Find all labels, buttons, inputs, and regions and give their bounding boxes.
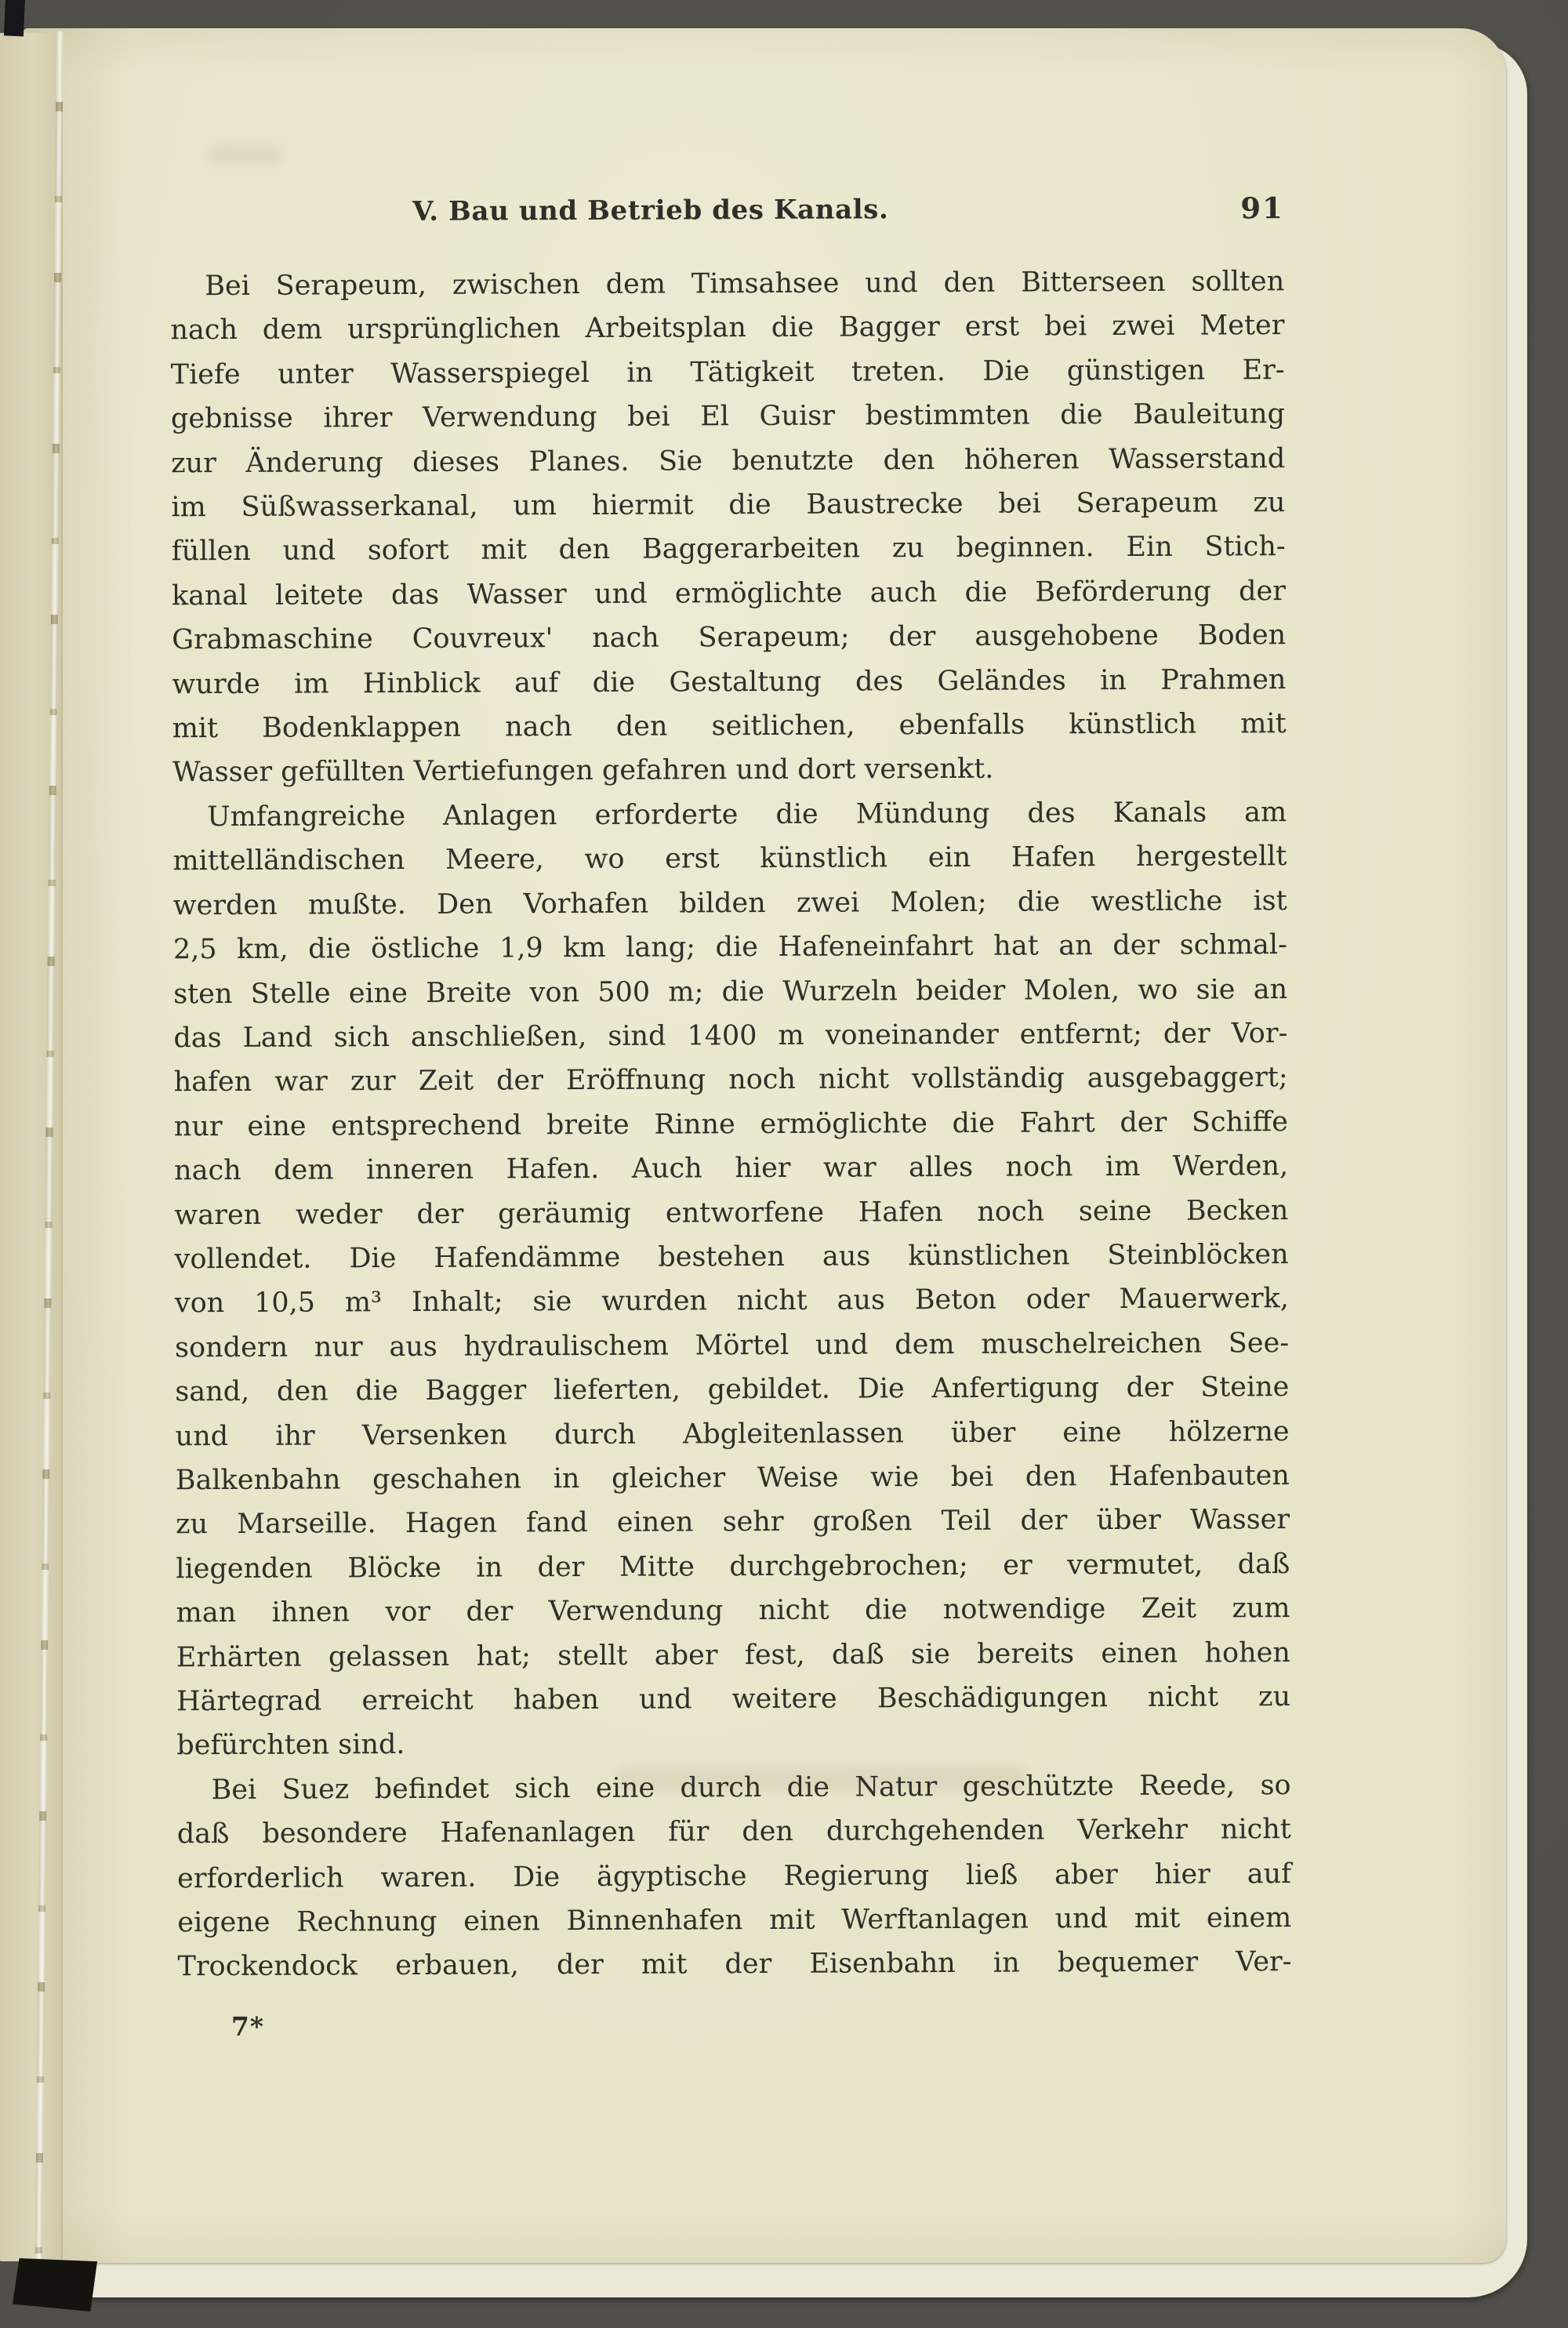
text-block [170, 260, 1292, 1989]
paragraph [170, 260, 1287, 795]
gutter-bottom-shadow [13, 2258, 97, 2312]
text-line: Umfangreiche Anlagen erforderte die Mündung des Kanals am [207, 796, 1287, 833]
text-line: von 10,5 m³ Inhalt; sie wurden nicht aus Beton oder Mauerwerk, [174, 1283, 1289, 1320]
paragraph [176, 1763, 1291, 1989]
text-line: zur Änderung dieses Planes. Sie benutzte den höheren Wasserstand [171, 442, 1286, 479]
text-line: waren weder der geräumig entworfene Hafen noch seine Becken [174, 1194, 1289, 1231]
text-line: das Land sich anschließen, sind 1400 m voneinander entfernt; der Vor- [173, 1017, 1288, 1055]
bookmark-ribbon [4, 0, 25, 37]
text-line: Härtegrad erreicht haben und weitere Beschädigungen nicht zu [176, 1681, 1291, 1718]
text-line: füllen und sofort mit den Baggerarbeiten zu beginnen. Ein Stich- [171, 531, 1286, 568]
text-line: befürchten sind. [176, 1729, 405, 1762]
text-line: Trockendock erbauen, der mit der Eisenbahn in bequemer Ver- [177, 1946, 1292, 1983]
text-line: Balkenbahn geschahen in gleicher Weise wie bei den Hafenbauten [175, 1460, 1290, 1497]
text-line: wurde im Hinblick auf die Gestaltung des Geländes in Prahmen [172, 663, 1287, 700]
text-line: werden mußte. Den Vorhafen bilden zwei Molen; die westliche ist [172, 884, 1287, 921]
text-line: und ihr Versenken durch Abgleitenlassen über eine hölzerne [175, 1415, 1290, 1452]
text-line: Wasser gefüllten Vertiefungen gefahren und dort versenkt. [172, 754, 994, 789]
text-line: hafen war zur Zeit der Eröffnung noch nicht vollständig ausgebaggert; [173, 1062, 1288, 1099]
text-line: Tiefe unter Wasserspiegel in Tätigkeit treten. Die günstigen Er- [170, 354, 1285, 391]
book-page [22, 28, 1506, 2263]
text-line: Bei Serapeum, zwischen dem Timsahsee und den Bitterseen sollten [205, 266, 1285, 303]
text-line: mit Bodenklappen nach den seitlichen, ebenfalls künstlich mit [172, 708, 1287, 745]
text-line: eigene Rechnung einen Binnenhafen mit Werftanlagen und mit einem [177, 1902, 1292, 1939]
text-line: liegenden Blöcke in der Mitte durchgebrochen; er vermutet, daß [176, 1548, 1290, 1585]
running-head-row [170, 192, 1284, 244]
text-line: vollendet. Die Hafendämme bestehen aus künstlichen Steinblöcken [174, 1239, 1289, 1276]
text-line: man ihnen vor der Verwendung nicht die notwendige Zeit zum [176, 1593, 1290, 1629]
text-line: Grabmaschine Couvreux' nach Serapeum; der ausgehobene Boden [172, 619, 1287, 656]
text-line: kanal leitete das Wasser und ermöglichte auch die Beförderung der [171, 575, 1287, 612]
text-line: 2,5 km, die östliche 1,9 km lang; die Hafeneinfahrt hat an der schmal- [172, 929, 1287, 966]
running-header-title: V. Bau und Betrieb des Kanals. [412, 194, 889, 227]
text-line: sten Stelle eine Breite von 500 m; die Wurzeln beider Molen, wo sie an [173, 973, 1288, 1010]
paragraph [172, 790, 1290, 1768]
text-line: im Süßwasserkanal, um hiermit die Baustrecke bei Serapeum zu [171, 487, 1286, 524]
text-line: mittelländischen Meere, wo erst künstlich ein Hafen hergestellt [172, 841, 1287, 877]
text-line: nur eine entsprechend breite Rinne ermöglichte die Fahrt der Schiffe [173, 1106, 1288, 1143]
text-line: nach dem inneren Hafen. Auch hier war alles noch im Werden, [174, 1150, 1289, 1187]
page-content [17, 25, 1511, 2266]
text-line: sand, den die Bagger lieferten, gebildet. Die Anfertigung der Steine [175, 1371, 1290, 1408]
text-line: nach dem ursprünglichen Arbeitsplan die Bagger erst bei zwei Meter [170, 310, 1285, 347]
text-line: Erhärten gelassen hat; stellt aber fest, daß sie bereits einen hohen [176, 1636, 1290, 1673]
text-line: Bei Suez befindet sich eine durch die Natur geschützte Reede, so [211, 1769, 1291, 1806]
page-number: 91 [1240, 191, 1284, 226]
text-line: gebnisse ihrer Verwendung bei El Guisr bestimmten die Bauleitung [170, 398, 1286, 435]
text-line: daß besondere Hafenanlagen für den durchgehenden Verkehr nicht [176, 1814, 1291, 1850]
text-line: erforderlich waren. Die ägyptische Regierung ließ aber hier auf [176, 1858, 1292, 1894]
signature-mark: 7* [230, 2010, 265, 2042]
text-line: sondern nur aus hydraulischem Mörtel und dem muschelreichen See- [175, 1327, 1290, 1364]
text-line: zu Marseille. Hagen fand einen sehr großen Teil der über Wasser [176, 1504, 1290, 1541]
